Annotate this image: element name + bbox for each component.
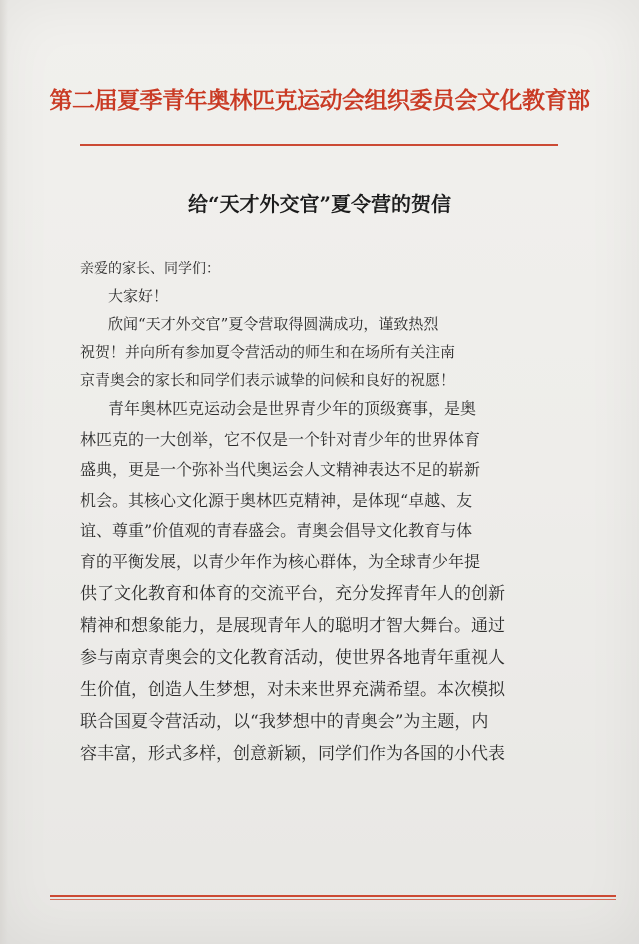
paragraph-line: 参与南京青奥会的文化教育活动，使世界各地青年重视人 [80,647,505,668]
footer-divider-thin [50,899,616,900]
paragraph-line: 祝贺！并向所有参加夏令营活动的师生和在场所有关注南 [80,343,456,361]
document-title: 给“天才外交官”夏令营的贺信 [187,192,451,216]
paragraph-line: 盛典，更是一个弥补当代奥运会人文精神表达不足的崭新 [80,460,481,480]
paragraph-line: 容丰富，形式多样，创意新颖，同学们作为各国的小代表 [80,743,505,764]
paragraph-line: 育的平衡发展，以青少年作为核心群体，为全球青少年提 [80,551,481,571]
paragraph-line: 青年奥林匹克运动会是世界青少年的顶级赛事，是奥 [108,399,477,418]
page-edge-shadow [0,0,8,944]
paragraph-line: 精神和想象能力，是展现青年人的聪明才智大舞台。通过 [80,615,505,636]
letterhead-divider [80,144,558,146]
paragraph-line: 林匹克的一大创举，它不仅是一个针对青少年的世界体育 [80,429,481,449]
salutation: 亲爱的家长、同学们： [80,261,220,277]
paragraph-line: 欣闻“天才外交官”夏令营取得圆满成功，谨致热烈 [108,315,439,333]
paragraph-line: 生价值，创造人生梦想，对未来世界充满希望。本次模拟 [80,679,505,700]
paragraph-line: 谊、尊重”价值观的青春盛会。青奥会倡导文化教育与体 [80,521,473,541]
paragraph-line: 机会。其核心文化源于奥林匹克精神，是体现“卓越、友 [80,490,473,510]
letterhead-org-name: 第二届夏季青年奥林匹克运动会组织委员会文化教育部 [49,87,590,114]
footer-divider [50,895,616,897]
paragraph-line: 供了文化教育和体育的交流平台，充分发挥青年人的创新 [80,583,505,604]
greeting: 大家好！ [108,287,169,305]
paragraph-line: 京青奥会的家长和同学们表示诚挚的问候和良好的祝愿！ [80,371,456,389]
paragraph-line: 联合国夏令营活动，以“我梦想中的青奥会”为主题，内 [80,711,489,732]
letter-body [80,257,580,770]
